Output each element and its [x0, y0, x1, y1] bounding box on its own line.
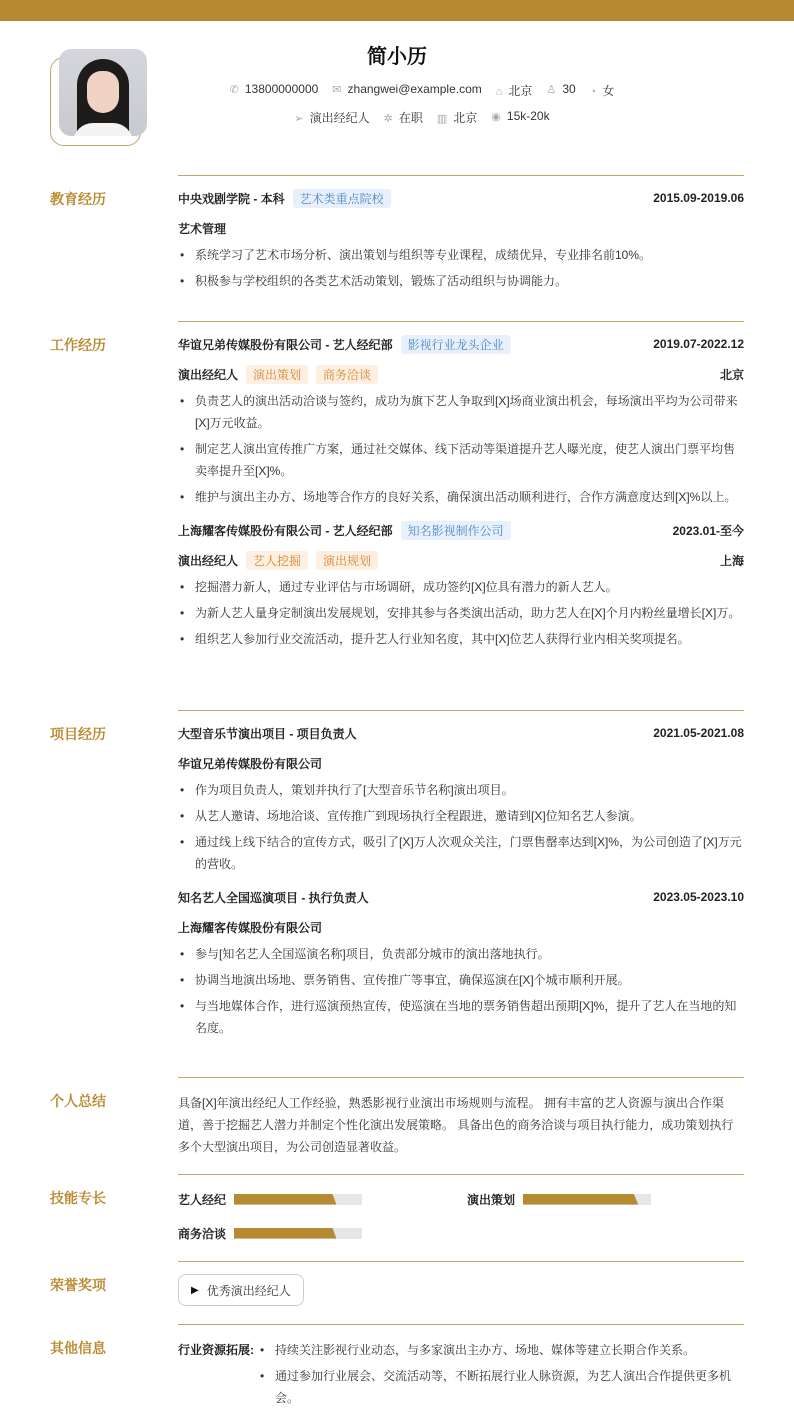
date: 2023.01-至今 — [672, 523, 744, 538]
other-content — [258, 1339, 744, 1413]
bullet-item: • 制定艺人演出宣传推广方案，通过社交媒体、线下活动等渠道提升艺人曝光度，使艺人演出门票平均售卖率提升至[X]%。 — [178, 438, 744, 482]
date: 2021.05-2021.08 — [653, 726, 744, 740]
building-icon: ▥ — [436, 113, 448, 125]
award-item[interactable] — [178, 1274, 304, 1306]
header-row — [178, 218, 744, 238]
status-icon: ✲ — [383, 113, 393, 125]
position: 演出经纪人 — [309, 111, 370, 125]
row-left — [178, 889, 369, 906]
age: 30 — [562, 82, 576, 96]
work-item — [178, 520, 744, 650]
tag: 影视行业龙头企业 — [401, 335, 511, 354]
skill-bar-fill — [234, 1228, 336, 1239]
skill-bar — [523, 1194, 651, 1205]
row-left — [178, 551, 378, 570]
section-body — [178, 321, 744, 654]
skill-name: 商务洽谈 — [178, 1226, 227, 1241]
title: 演出经纪人 — [178, 367, 239, 382]
skill-bar-fill — [234, 1194, 336, 1205]
section-body — [178, 1077, 744, 1158]
candidate-name: 简小历 — [367, 46, 427, 68]
header-row — [178, 887, 744, 907]
section-label: 项目经历 — [50, 726, 106, 742]
row-left — [178, 365, 378, 384]
header-row — [178, 917, 744, 937]
gender-icon: ◔ — [589, 86, 597, 98]
summary-text: 具备[X]年演出经纪人工作经验，熟悉影视行业演出市场规则与流程。 拥有丰富的艺人资源与演出合作渠道，善于挖掘艺人潜力并制定个性化演出发展策略。 具备出色的商务洽谈与项目执行能力，成功策划执行多个大型演出项目，为公司创造显著收益。 — [178, 1096, 734, 1154]
skill-name: 演出策划 — [467, 1192, 516, 1207]
tag: 知名影视制作公司 — [401, 521, 511, 540]
email: zhangwei@example.com — [347, 82, 482, 96]
title: 华谊兄弟传媒股份有限公司 - 艺人经纪部 — [178, 337, 393, 352]
bullet-list — [178, 943, 744, 1039]
bullet-item: • 组织艺人参加行业交流活动，提升艺人行业知名度，其中[X]位艺人获得行业内相关奖项提名。 — [178, 628, 744, 650]
bullet-item: • 作为项目负责人，策划并执行了[大型音乐节名称]演出项目。 — [178, 779, 744, 801]
section-label: 个人总结 — [50, 1093, 106, 1109]
bullet-item: • 积极参与学校组织的各类艺术活动策划，锻炼了活动组织与协调能力。 — [178, 270, 744, 292]
section-label: 教育经历 — [50, 191, 106, 207]
skill-name: 艺人经纪 — [178, 1192, 227, 1207]
project-item — [178, 723, 744, 875]
tag: 艺人挖掘 — [246, 551, 308, 570]
bullet-item: • 协调当地演出场地、票务销售、宣传推广等事宜，确保巡演在[X]个城市顺利开展。 — [178, 969, 744, 991]
skill-item — [467, 1189, 744, 1209]
city: 北京 — [453, 111, 478, 125]
header-row — [178, 364, 744, 384]
date: 2019.07-2022.12 — [653, 337, 744, 351]
bullet-item: • 系统学习了艺术市场分析、演出策划与组织等专业课程，成绩优异，专业排名前10%。 — [178, 244, 744, 266]
award-name: 优秀演出经纪人 — [206, 1283, 291, 1298]
bullet-list — [178, 244, 744, 292]
bullet-item: • 持续关注影视行业动态，与多家演出主办方、场地、媒体等建立长期合作关系。 — [258, 1339, 744, 1361]
row-left — [178, 189, 391, 208]
bullet-item: • 与当地媒体合作，进行巡演预热宣传，使巡演在当地的票务销售超出预期[X]%，提升了艺人在当地的知名度。 — [178, 995, 744, 1039]
section-label: 其他信息 — [50, 1340, 106, 1356]
bullet-list — [258, 1339, 744, 1409]
tag: 演出策划 — [246, 365, 308, 384]
title: 上海耀客传媒股份有限公司 - 艺人经纪部 — [178, 523, 393, 538]
tag: 艺术类重点院校 — [293, 189, 391, 208]
bullet-list — [178, 576, 744, 650]
bullet-item: • 参与[知名艺人全国巡演名称]项目，负责部分城市的演出落地执行。 — [178, 943, 744, 965]
phone: 13800000000 — [244, 82, 319, 96]
section-label: 工作经历 — [50, 337, 106, 353]
salary-icon: ◉ — [491, 111, 501, 123]
home-icon: ⌂ — [495, 86, 503, 98]
header-row — [178, 520, 744, 540]
skills-grid — [178, 1189, 744, 1243]
contact-row — [0, 82, 794, 99]
date: 2023.05-2023.10 — [653, 890, 744, 904]
bullet-item: • 为新人艺人量身定制演出发展规划，安排其参与各类演出活动，助力艺人在[X]个月内粉丝量增长[X]万。 — [178, 602, 744, 624]
section-body — [178, 1174, 744, 1243]
row-left — [178, 220, 226, 237]
section-body — [178, 1324, 744, 1413]
bullet-item: • 挖掘潜力新人，通过专业评估与市场调研，成功签约[X]位具有潜力的新人艺人。 — [178, 576, 744, 598]
row-left — [178, 725, 357, 742]
header-row — [178, 753, 744, 773]
title: 华谊兄弟传媒股份有限公司 — [178, 756, 323, 771]
top-accent-bar — [0, 0, 794, 21]
skill-bar-fill — [523, 1194, 638, 1205]
bullet-list — [178, 390, 744, 508]
bullet-item: • 维护与演出主办方、场地等合作方的良好关系，确保演出活动顺利进行，合作方满意度达到[X]%以上。 — [178, 486, 744, 508]
bullet-item: • 通过线上线下结合的宣传方式，吸引了[X]万人次观众关注，门票售罄率达到[X]%，为公司创造了[X]万元的营收。 — [178, 831, 744, 875]
expand-triangle-icon: ▶ — [191, 1284, 199, 1296]
row-left — [178, 521, 511, 540]
date: 北京 — [719, 367, 744, 382]
gender: 女 — [602, 84, 615, 98]
project-item — [178, 887, 744, 1039]
date: 2015.09-2019.06 — [653, 191, 744, 205]
section-label: 荣誉奖项 — [50, 1277, 106, 1293]
location: 北京 — [508, 84, 533, 98]
bullet-list — [178, 779, 744, 875]
skill-bar — [234, 1194, 362, 1205]
title: 上海耀客传媒股份有限公司 — [178, 920, 323, 935]
title: 知名艺人全国巡演项目 - 执行负责人 — [178, 890, 369, 905]
skill-bar — [234, 1228, 362, 1239]
title: 中央戏剧学院 - 本科 — [178, 191, 285, 206]
skill-item — [178, 1189, 467, 1209]
section-body — [178, 175, 744, 296]
title: 大型音乐节演出项目 - 项目负责人 — [178, 726, 357, 741]
section-label: 技能专长 — [50, 1190, 106, 1206]
status: 在职 — [398, 111, 423, 125]
skill-item — [178, 1223, 467, 1243]
title: 演出经纪人 — [178, 553, 239, 568]
bullet-item: • 负责艺人的演出活动洽谈与签约，成功为旗下艺人争取到[X]场商业演出机会，每场演出平均为公司带来[X]万元收益。 — [178, 390, 744, 434]
job-intent-row — [0, 109, 794, 126]
section-body — [178, 1261, 744, 1306]
date: 上海 — [719, 553, 744, 568]
send-icon: ➢ — [294, 113, 304, 125]
tag: 演出规划 — [316, 551, 378, 570]
other-title: 行业资源拓展: — [178, 1343, 254, 1357]
work-item — [178, 334, 744, 508]
tag: 商务洽谈 — [316, 365, 378, 384]
bullet-item: • 通过参加行业展会、交流活动等，不断拓展行业人脉资源，为艺人演出合作提供更多机会。 — [258, 1365, 744, 1409]
header-row — [178, 188, 744, 208]
age-icon: ♙ — [546, 84, 557, 96]
header-row — [178, 550, 744, 570]
bullet-item: • 从艺人邀请、场地洽谈、宣传推广到现场执行全程跟进，邀请到[X]位知名艺人参演。 — [178, 805, 744, 827]
mail-icon: ✉ — [332, 84, 342, 96]
other-info — [178, 1339, 744, 1413]
salary: 15k-20k — [506, 109, 550, 123]
section-body — [178, 710, 744, 1043]
row-left — [178, 335, 511, 354]
title: 艺术管理 — [178, 221, 227, 236]
row-left — [178, 919, 322, 936]
phone-icon: ✆ — [229, 84, 239, 96]
header-row — [178, 723, 744, 743]
row-left — [178, 755, 322, 772]
header-row — [178, 334, 744, 354]
